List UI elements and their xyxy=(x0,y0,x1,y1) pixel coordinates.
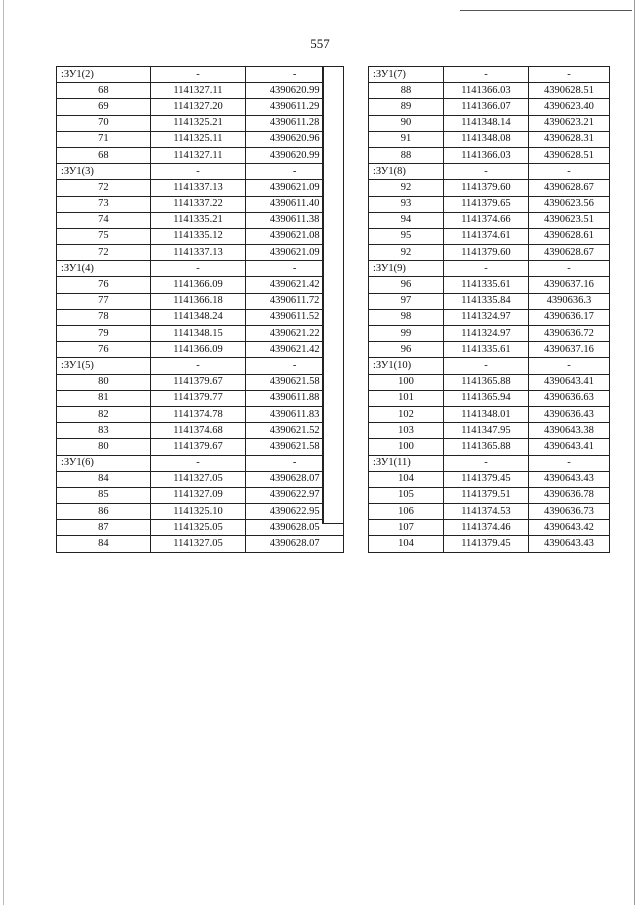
y-coordinate-cell: 4390628.31 xyxy=(528,131,609,147)
x-coordinate-cell: 1141366.09 xyxy=(150,342,246,358)
section-header-row xyxy=(57,164,344,180)
coordinate-row xyxy=(369,83,610,99)
point-number-cell: 104 xyxy=(369,536,444,552)
point-number-cell: 84 xyxy=(57,536,151,552)
y-coordinate-cell: 4390611.83 xyxy=(246,406,344,422)
coordinate-row xyxy=(57,423,344,439)
y-coordinate-cell: - xyxy=(528,261,609,277)
point-number-cell: 75 xyxy=(57,228,151,244)
x-coordinate-cell: 1141348.14 xyxy=(444,115,529,131)
coordinate-row xyxy=(57,212,344,228)
point-number-cell: 83 xyxy=(57,423,151,439)
coordinate-row xyxy=(57,115,344,131)
coordinate-row xyxy=(57,228,344,244)
y-coordinate-cell: 4390621.22 xyxy=(246,326,344,342)
coordinate-row xyxy=(369,406,610,422)
coordinate-row xyxy=(57,180,344,196)
right-table-body xyxy=(369,67,610,553)
section-label-cell: :ЗУ1(6) xyxy=(57,455,151,471)
coordinate-row xyxy=(369,342,610,358)
point-number-cell: 90 xyxy=(369,115,444,131)
y-coordinate-cell: 4390620.96 xyxy=(246,131,344,147)
x-coordinate-cell: 1141327.11 xyxy=(150,147,246,163)
coordinate-row xyxy=(57,245,344,261)
section-header-row xyxy=(57,67,344,83)
y-coordinate-cell: - xyxy=(246,455,344,471)
point-number-cell: 77 xyxy=(57,293,151,309)
y-coordinate-cell: - xyxy=(528,67,609,83)
coordinate-row xyxy=(369,439,610,455)
point-number-cell: 76 xyxy=(57,342,151,358)
y-coordinate-cell: 4390620.99 xyxy=(246,83,344,99)
coordinate-row xyxy=(57,131,344,147)
y-coordinate-cell: 4390611.29 xyxy=(246,99,344,115)
point-number-cell: 80 xyxy=(57,374,151,390)
x-coordinate-cell: 1141325.10 xyxy=(150,504,246,520)
y-coordinate-cell: 4390643.41 xyxy=(528,374,609,390)
point-number-cell: 87 xyxy=(57,520,151,536)
y-coordinate-cell: 4390623.51 xyxy=(528,212,609,228)
point-number-cell: 102 xyxy=(369,406,444,422)
point-number-cell: 105 xyxy=(369,487,444,503)
point-number-cell: 85 xyxy=(57,487,151,503)
section-label-cell: :ЗУ1(7) xyxy=(369,67,444,83)
y-coordinate-cell: 4390643.43 xyxy=(528,471,609,487)
coordinate-row xyxy=(369,520,610,536)
x-coordinate-cell: 1141379.65 xyxy=(444,196,529,212)
point-number-cell: 96 xyxy=(369,342,444,358)
point-number-cell: 88 xyxy=(369,147,444,163)
point-number-cell: 98 xyxy=(369,309,444,325)
y-coordinate-cell: 4390643.41 xyxy=(528,439,609,455)
coordinate-row xyxy=(369,180,610,196)
coordinate-row xyxy=(57,309,344,325)
x-coordinate-cell: 1141337.22 xyxy=(150,196,246,212)
y-coordinate-cell: 4390636.72 xyxy=(528,326,609,342)
x-coordinate-cell: - xyxy=(444,455,529,471)
x-coordinate-cell: 1141366.03 xyxy=(444,83,529,99)
point-number-cell: 70 xyxy=(57,115,151,131)
x-coordinate-cell: 1141379.45 xyxy=(444,536,529,552)
x-coordinate-cell: 1141335.12 xyxy=(150,228,246,244)
coordinate-row xyxy=(369,326,610,342)
y-coordinate-cell: 4390636.43 xyxy=(528,406,609,422)
coordinate-row xyxy=(369,131,610,147)
x-coordinate-cell: - xyxy=(444,358,529,374)
point-number-cell: 72 xyxy=(57,180,151,196)
y-coordinate-cell: 4390622.97 xyxy=(246,487,344,503)
y-coordinate-cell: 4390643.43 xyxy=(528,536,609,552)
y-coordinate-cell: 4390643.38 xyxy=(528,423,609,439)
coordinate-row xyxy=(369,309,610,325)
coordinates-table-right xyxy=(368,66,610,553)
point-number-cell: 82 xyxy=(57,406,151,422)
section-header-row xyxy=(369,261,610,277)
x-coordinate-cell: 1141374.68 xyxy=(150,423,246,439)
x-coordinate-cell: 1141335.61 xyxy=(444,277,529,293)
x-coordinate-cell: 1141366.18 xyxy=(150,293,246,309)
y-coordinate-cell: 4390637.16 xyxy=(528,342,609,358)
point-number-cell: 92 xyxy=(369,180,444,196)
section-header-row xyxy=(57,455,344,471)
x-coordinate-cell: 1141337.13 xyxy=(150,180,246,196)
page-number: 557 xyxy=(310,36,330,51)
x-coordinate-cell: 1141379.67 xyxy=(150,439,246,455)
coordinate-row xyxy=(57,504,344,520)
point-number-cell: 107 xyxy=(369,520,444,536)
y-coordinate-cell: 4390623.40 xyxy=(528,99,609,115)
section-header-row xyxy=(57,261,344,277)
x-coordinate-cell: 1141348.15 xyxy=(150,326,246,342)
y-coordinate-cell: 4390611.52 xyxy=(246,309,344,325)
section-label-cell: :ЗУ1(9) xyxy=(369,261,444,277)
x-coordinate-cell: 1141379.67 xyxy=(150,374,246,390)
coordinate-row xyxy=(369,99,610,115)
x-coordinate-cell: - xyxy=(150,261,246,277)
coordinate-row xyxy=(369,374,610,390)
x-coordinate-cell: 1141327.05 xyxy=(150,536,246,552)
point-number-cell: 100 xyxy=(369,439,444,455)
x-coordinate-cell: - xyxy=(150,455,246,471)
y-coordinate-cell: 4390628.51 xyxy=(528,147,609,163)
point-number-cell: 93 xyxy=(369,196,444,212)
point-number-cell: 79 xyxy=(57,326,151,342)
point-number-cell: 86 xyxy=(57,504,151,520)
x-coordinate-cell: 1141327.11 xyxy=(150,83,246,99)
coordinate-row xyxy=(369,245,610,261)
coordinate-row xyxy=(57,520,344,536)
point-number-cell: 88 xyxy=(369,83,444,99)
section-label-cell: :ЗУ1(8) xyxy=(369,164,444,180)
coordinate-row xyxy=(369,487,610,503)
x-coordinate-cell: 1141325.05 xyxy=(150,520,246,536)
x-coordinate-cell: 1141374.53 xyxy=(444,504,529,520)
x-coordinate-cell: 1141374.78 xyxy=(150,406,246,422)
coordinate-row xyxy=(369,212,610,228)
section-label-cell: :ЗУ1(10) xyxy=(369,358,444,374)
y-coordinate-cell: 4390621.58 xyxy=(246,439,344,455)
x-coordinate-cell: 1141379.60 xyxy=(444,245,529,261)
x-coordinate-cell: - xyxy=(444,164,529,180)
y-coordinate-cell: 4390628.51 xyxy=(528,83,609,99)
point-number-cell: 101 xyxy=(369,390,444,406)
y-coordinate-cell: 4390611.72 xyxy=(246,293,344,309)
y-coordinate-cell: - xyxy=(246,67,344,83)
y-coordinate-cell: 4390628.67 xyxy=(528,245,609,261)
point-number-cell: 97 xyxy=(369,293,444,309)
section-label-cell: :ЗУ1(5) xyxy=(57,358,151,374)
point-number-cell: 103 xyxy=(369,423,444,439)
point-number-cell: 94 xyxy=(369,212,444,228)
x-coordinate-cell: - xyxy=(150,164,246,180)
x-coordinate-cell: 1141374.46 xyxy=(444,520,529,536)
point-number-cell: 104 xyxy=(369,471,444,487)
y-coordinate-cell: 4390643.42 xyxy=(528,520,609,536)
coordinate-row xyxy=(57,99,344,115)
coordinate-row xyxy=(57,196,344,212)
y-coordinate-cell: - xyxy=(246,261,344,277)
section-header-row xyxy=(369,67,610,83)
point-number-cell: 76 xyxy=(57,277,151,293)
y-coordinate-cell: 4390611.28 xyxy=(246,115,344,131)
y-coordinate-cell: 4390636.73 xyxy=(528,504,609,520)
section-header-row xyxy=(369,358,610,374)
y-coordinate-cell: 4390622.95 xyxy=(246,504,344,520)
x-coordinate-cell: 1141366.09 xyxy=(150,277,246,293)
x-coordinate-cell: 1141327.09 xyxy=(150,487,246,503)
coordinate-row xyxy=(57,326,344,342)
x-coordinate-cell: 1141325.11 xyxy=(150,131,246,147)
coordinate-row xyxy=(57,536,344,552)
point-number-cell: 74 xyxy=(57,212,151,228)
x-coordinate-cell: - xyxy=(150,67,246,83)
point-number-cell: 99 xyxy=(369,326,444,342)
y-coordinate-cell: 4390621.09 xyxy=(246,245,344,261)
y-coordinate-cell: 4390628.05 xyxy=(246,520,344,536)
y-coordinate-cell: 4390636.17 xyxy=(528,309,609,325)
coordinate-row xyxy=(369,196,610,212)
point-number-cell: 71 xyxy=(57,131,151,147)
coordinate-row xyxy=(57,390,344,406)
point-number-cell: 72 xyxy=(57,245,151,261)
point-number-cell: 68 xyxy=(57,147,151,163)
point-number-cell: 78 xyxy=(57,309,151,325)
x-coordinate-cell: 1141365.88 xyxy=(444,439,529,455)
y-coordinate-cell: 4390628.07 xyxy=(246,471,344,487)
y-coordinate-cell: 4390611.40 xyxy=(246,196,344,212)
y-coordinate-cell: 4390611.38 xyxy=(246,212,344,228)
coordinate-row xyxy=(369,115,610,131)
x-coordinate-cell: 1141379.51 xyxy=(444,487,529,503)
x-coordinate-cell: 1141379.45 xyxy=(444,471,529,487)
section-label-cell: :ЗУ1(2) xyxy=(57,67,151,83)
point-number-cell: 73 xyxy=(57,196,151,212)
coordinate-row xyxy=(57,471,344,487)
x-coordinate-cell: - xyxy=(150,358,246,374)
y-coordinate-cell: - xyxy=(246,164,344,180)
coordinate-row xyxy=(369,471,610,487)
y-coordinate-cell: - xyxy=(246,358,344,374)
point-number-cell: 100 xyxy=(369,374,444,390)
coordinate-row xyxy=(57,293,344,309)
section-header-row xyxy=(369,455,610,471)
x-coordinate-cell: 1141335.21 xyxy=(150,212,246,228)
y-coordinate-cell: 4390628.61 xyxy=(528,228,609,244)
x-coordinate-cell: 1141327.05 xyxy=(150,471,246,487)
y-coordinate-cell: 4390636.78 xyxy=(528,487,609,503)
y-coordinate-cell: 4390621.09 xyxy=(246,180,344,196)
coordinate-row xyxy=(57,406,344,422)
x-coordinate-cell: 1141379.77 xyxy=(150,390,246,406)
y-coordinate-cell: 4390621.42 xyxy=(246,277,344,293)
y-coordinate-cell: 4390621.58 xyxy=(246,374,344,390)
coordinate-row xyxy=(369,423,610,439)
point-number-cell: 92 xyxy=(369,245,444,261)
section-label-cell: :ЗУ1(11) xyxy=(369,455,444,471)
y-coordinate-cell: - xyxy=(528,164,609,180)
coordinate-row xyxy=(57,277,344,293)
y-coordinate-cell: 4390636.3 xyxy=(528,293,609,309)
x-coordinate-cell: 1141365.88 xyxy=(444,374,529,390)
x-coordinate-cell: 1141335.84 xyxy=(444,293,529,309)
x-coordinate-cell: - xyxy=(444,67,529,83)
x-coordinate-cell: 1141327.20 xyxy=(150,99,246,115)
x-coordinate-cell: - xyxy=(444,261,529,277)
coordinate-row xyxy=(369,228,610,244)
y-coordinate-cell: 4390621.08 xyxy=(246,228,344,244)
y-coordinate-cell: - xyxy=(528,455,609,471)
x-coordinate-cell: 1141366.07 xyxy=(444,99,529,115)
coordinate-row xyxy=(57,147,344,163)
left-table-body xyxy=(57,67,344,553)
x-coordinate-cell: 1141335.61 xyxy=(444,342,529,358)
x-coordinate-cell: 1141365.94 xyxy=(444,390,529,406)
point-number-cell: 80 xyxy=(57,439,151,455)
coordinate-row xyxy=(57,487,344,503)
point-number-cell: 96 xyxy=(369,277,444,293)
x-coordinate-cell: 1141366.03 xyxy=(444,147,529,163)
y-coordinate-cell: 4390621.52 xyxy=(246,423,344,439)
x-coordinate-cell: 1141374.61 xyxy=(444,228,529,244)
section-label-cell: :ЗУ1(3) xyxy=(57,164,151,180)
point-number-cell: 106 xyxy=(369,504,444,520)
x-coordinate-cell: 1141337.13 xyxy=(150,245,246,261)
left-scan-edge xyxy=(3,0,4,905)
point-number-cell: 91 xyxy=(369,131,444,147)
point-number-cell: 81 xyxy=(57,390,151,406)
point-number-cell: 89 xyxy=(369,99,444,115)
y-coordinate-cell: 4390620.99 xyxy=(246,147,344,163)
coordinate-row xyxy=(369,390,610,406)
x-coordinate-cell: 1141347.95 xyxy=(444,423,529,439)
section-header-row xyxy=(369,164,610,180)
table-divider xyxy=(322,66,344,524)
x-coordinate-cell: 1141379.60 xyxy=(444,180,529,196)
coordinate-row xyxy=(369,277,610,293)
section-header-row xyxy=(57,358,344,374)
y-coordinate-cell: 4390636.63 xyxy=(528,390,609,406)
coordinate-row xyxy=(369,147,610,163)
x-coordinate-cell: 1141348.01 xyxy=(444,406,529,422)
x-coordinate-cell: 1141324.97 xyxy=(444,309,529,325)
y-coordinate-cell: 4390623.21 xyxy=(528,115,609,131)
x-coordinate-cell: 1141348.08 xyxy=(444,131,529,147)
point-number-cell: 84 xyxy=(57,471,151,487)
y-coordinate-cell: 4390628.67 xyxy=(528,180,609,196)
coordinate-row xyxy=(57,374,344,390)
x-coordinate-cell: 1141374.66 xyxy=(444,212,529,228)
y-coordinate-cell: 4390637.16 xyxy=(528,277,609,293)
top-rule xyxy=(460,10,632,11)
coordinate-row xyxy=(369,293,610,309)
coordinate-row xyxy=(369,536,610,552)
coordinate-row xyxy=(369,504,610,520)
coordinate-row xyxy=(57,342,344,358)
point-number-cell: 69 xyxy=(57,99,151,115)
y-coordinate-cell: 4390611.88 xyxy=(246,390,344,406)
point-number-cell: 95 xyxy=(369,228,444,244)
x-coordinate-cell: 1141324.97 xyxy=(444,326,529,342)
x-coordinate-cell: 1141325.21 xyxy=(150,115,246,131)
y-coordinate-cell: - xyxy=(528,358,609,374)
y-coordinate-cell: 4390623.56 xyxy=(528,196,609,212)
coordinate-row xyxy=(57,439,344,455)
coordinates-table-left xyxy=(56,66,344,553)
y-coordinate-cell: 4390628.07 xyxy=(246,536,344,552)
coordinate-row xyxy=(57,83,344,99)
point-number-cell: 68 xyxy=(57,83,151,99)
section-label-cell: :ЗУ1(4) xyxy=(57,261,151,277)
right-scan-edge xyxy=(634,0,635,905)
x-coordinate-cell: 1141348.24 xyxy=(150,309,246,325)
y-coordinate-cell: 4390621.42 xyxy=(246,342,344,358)
